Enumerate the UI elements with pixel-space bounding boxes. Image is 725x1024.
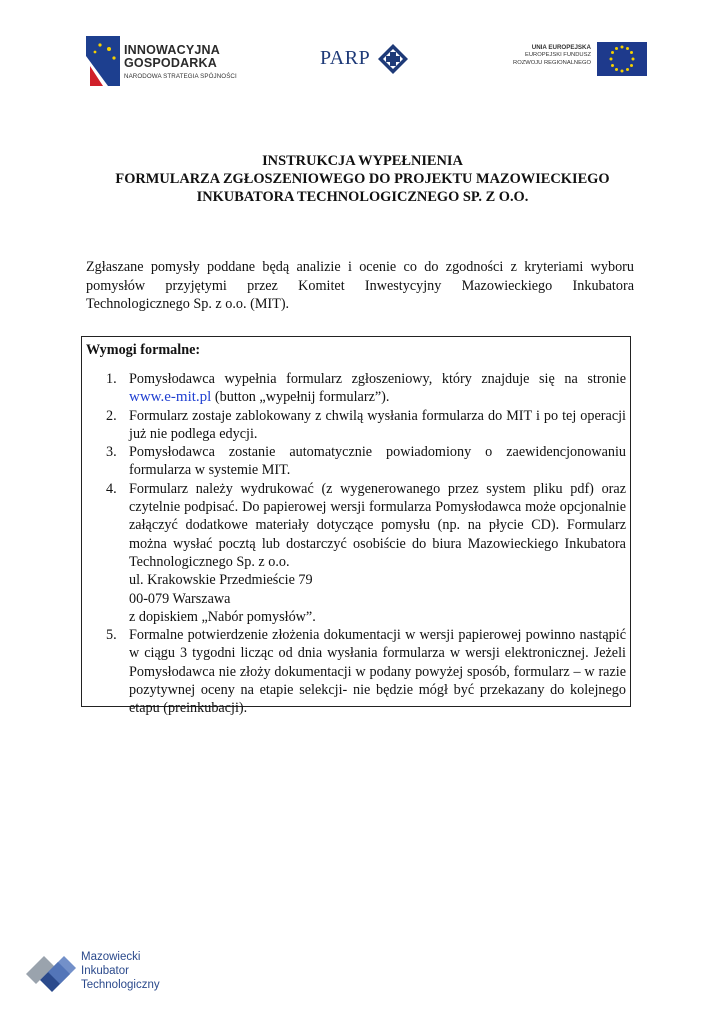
logo-line-2: GOSPODARKA xyxy=(124,56,217,70)
list-item-number: 1. xyxy=(106,371,117,387)
eu-logo-line-3: ROZWOJU REGIONALNEGO xyxy=(513,59,591,66)
eu-logo-line-1: UNIA EUROPEJSKA xyxy=(531,44,591,51)
list-item xyxy=(82,480,630,626)
list-item-text: Formalne potwierdzenie złożenia dokumentacji w wersji papierowej powinno nastąpić w ciągu 3 tygodni licząc od dnia wysłania formularza w wersji elektronicznej. Jeżeli Pomysłodawca nie złoży dokumentacji w podany powyżej sposób, formularz – w razie pozytywnej oceny na etapie selekcji- nie będzie mógł być przekazany do kolejnego etapu (preinkubacji). xyxy=(129,627,626,717)
logo-subtitle: NARODOWA STRATEGIA SPÓJNOŚCI xyxy=(124,73,237,80)
title-line-1: INSTRUKCJA WYPEŁNIENIA xyxy=(262,153,463,169)
list-item-number: 5. xyxy=(106,627,117,644)
parp-logo-text: PARP xyxy=(320,47,371,69)
eu-logo xyxy=(505,42,650,78)
innowacyjna-gospodarka-emblem-icon xyxy=(86,36,120,86)
document-title xyxy=(60,152,665,206)
list-item-number: 2. xyxy=(106,407,117,424)
parp-logo xyxy=(318,42,412,80)
mit-logo-line-2: Inkubator xyxy=(81,965,129,977)
mit-logo xyxy=(26,950,176,994)
list-item-text: Formularz należy wydrukować (z wygenerowanego przez system pliku pdf) oraz czytelnie podpisać. Do papierowej wersji formularza Pomysłodawca może opcjonalnie załączyć dodatkowe materiały dotyczące pomysłu (np. na płycie CD). Formularz można wysłać pocztą lub dostarczyć osobiście do biura Mazowieckiego Inkubatora Technologicznego Sp. z o.o. xyxy=(129,480,626,570)
intro-paragraph: Zgłaszane pomysły poddane będą analizie i ocenie co do zgodności z kryteriami wyboru pomysłów przyjętymi przez Komitet Inwestycyjny Mazowieckiego Inkubatora Technologicznego Sp. z o.o. (MIT). xyxy=(86,259,634,312)
address-city: 00-079 Warszawa xyxy=(129,590,231,607)
eu-logo-line-2: EUROPEJSKI FUNDUSZ xyxy=(524,52,591,59)
list-item xyxy=(82,626,630,717)
address-note: z dopiskiem „Nabór pomysłów”. xyxy=(129,608,316,625)
list-item-text-after-link: (button „wypełnij formularz”). xyxy=(211,389,390,406)
list-item-number: 3. xyxy=(106,444,117,461)
mit-logo-line-1: Mazowiecki xyxy=(81,951,141,963)
list-item-number: 4. xyxy=(106,480,117,497)
title-line-2: FORMULARZA ZGŁOSZENIOWEGO DO PROJEKTU MAZOWIECKIEGO xyxy=(115,171,610,187)
title-line-3: INKUBATORA TECHNOLOGICZNEGO SP. Z O.O. xyxy=(196,189,529,205)
mit-logo-line-3: Technologiczny xyxy=(81,979,160,991)
requirements-list xyxy=(82,370,630,718)
requirements-heading: Wymogi formalne: xyxy=(86,342,201,358)
list-item xyxy=(82,370,630,407)
list-item-text: Formularz zostaje zablokowany z chwilą wysłania formularza do MIT i po tej operacji już nie podlega edycji. xyxy=(129,407,626,442)
list-item-text: Pomysłodawca wypełnia formularz zgłoszeniowy, który znajduje się na stronie xyxy=(129,371,626,387)
parp-emblem-icon xyxy=(378,44,408,74)
innowacyjna-gospodarka-logo xyxy=(86,34,246,88)
logo-line-1: INNOWACYJNA xyxy=(124,43,220,57)
list-item-text: Pomysłodawca zostanie automatycznie powiadomiony o zaewidencjonowaniu formularza w systemie MIT. xyxy=(129,444,626,479)
list-item xyxy=(82,443,630,480)
e-mit-link[interactable]: www.e-mit.pl xyxy=(129,389,212,406)
list-item xyxy=(82,407,630,444)
mit-emblem-icon xyxy=(26,950,78,992)
eu-flag-icon xyxy=(597,42,647,76)
address-street: ul. Krakowskie Przedmieście 79 xyxy=(129,572,313,589)
requirements-box xyxy=(81,336,631,717)
